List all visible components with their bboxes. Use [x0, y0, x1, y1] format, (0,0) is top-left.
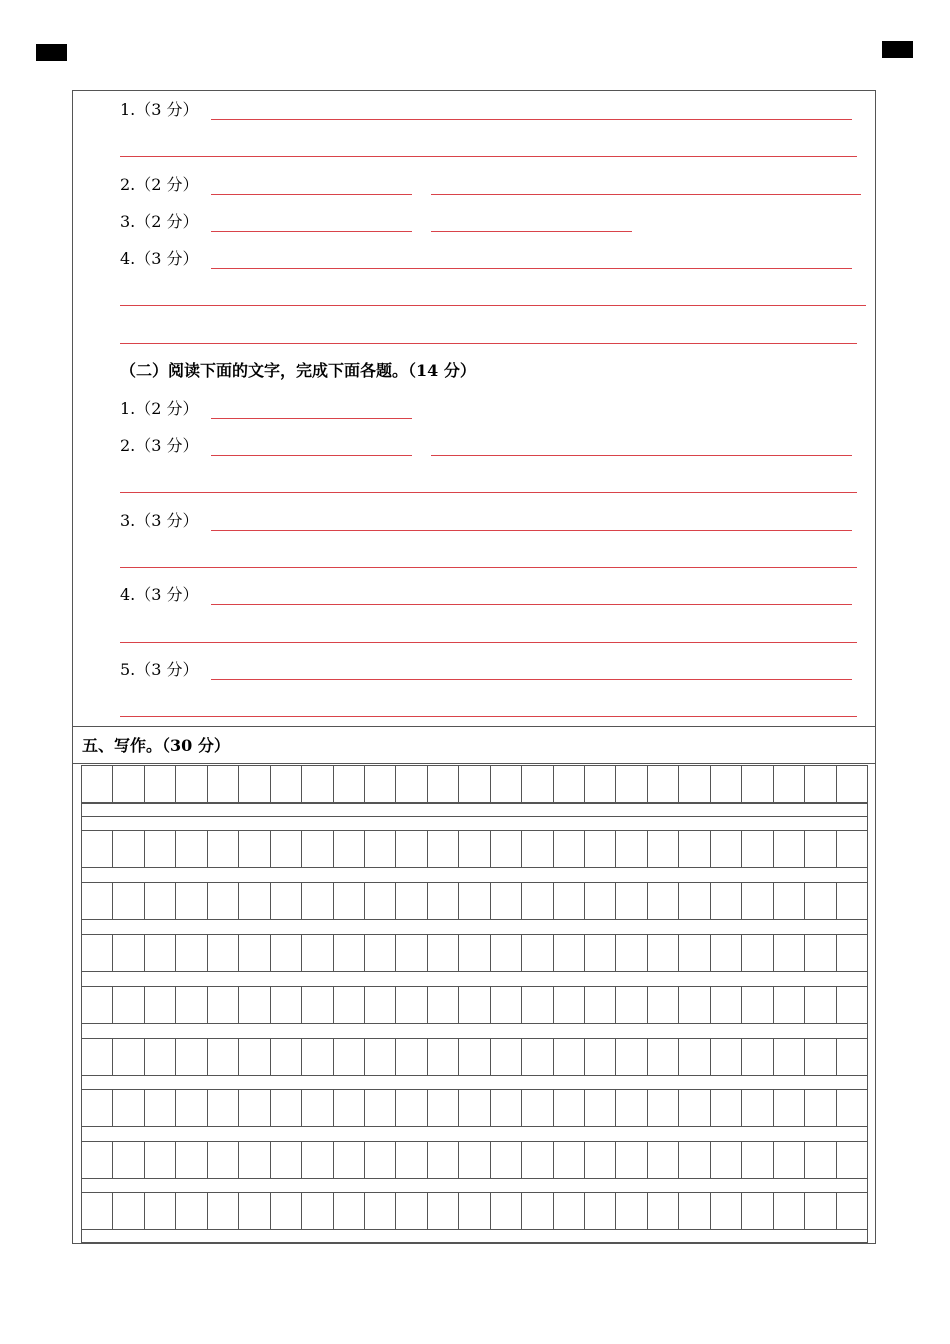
- grid-cell[interactable]: [522, 831, 553, 867]
- grid-cell[interactable]: [145, 1193, 176, 1229]
- grid-cell[interactable]: [774, 831, 805, 867]
- grid-cell[interactable]: [554, 766, 585, 802]
- grid-cell[interactable]: [396, 935, 427, 971]
- grid-cell[interactable]: [176, 883, 207, 919]
- grid-row[interactable]: [81, 882, 868, 920]
- grid-cell[interactable]: [711, 1039, 742, 1075]
- grid-cell[interactable]: [302, 1090, 333, 1126]
- grid-cell[interactable]: [82, 1193, 113, 1229]
- grid-row-spacer: [81, 1076, 868, 1089]
- grid-row-spacer: [81, 1230, 868, 1243]
- grid-rule: [81, 803, 868, 804]
- grid-cell[interactable]: [742, 1193, 773, 1229]
- grid-cell[interactable]: [208, 1039, 239, 1075]
- grid-row[interactable]: [81, 1038, 868, 1076]
- grid-cell[interactable]: [774, 987, 805, 1023]
- grid-cell[interactable]: [805, 831, 836, 867]
- grid-cell[interactable]: [82, 935, 113, 971]
- grid-cell[interactable]: [679, 935, 710, 971]
- grid-cell[interactable]: [334, 1090, 365, 1126]
- answer-line[interactable]: [120, 567, 857, 568]
- grid-cell[interactable]: [271, 1142, 302, 1178]
- grid-cell[interactable]: [742, 1039, 773, 1075]
- grid-cell[interactable]: [774, 883, 805, 919]
- grid-cell[interactable]: [302, 883, 333, 919]
- grid-cell[interactable]: [679, 1193, 710, 1229]
- grid-cell[interactable]: [365, 1039, 396, 1075]
- grid-cell[interactable]: [554, 1193, 585, 1229]
- grid-cell[interactable]: [837, 1142, 867, 1178]
- grid-cell[interactable]: [334, 1193, 365, 1229]
- grid-cell[interactable]: [271, 1039, 302, 1075]
- grid-cell[interactable]: [742, 1142, 773, 1178]
- question-3-label: 3.（3 分）: [120, 511, 199, 530]
- grid-cell[interactable]: [239, 1039, 270, 1075]
- grid-cell[interactable]: [491, 831, 522, 867]
- grid-cell[interactable]: [837, 935, 867, 971]
- grid-cell[interactable]: [648, 1142, 679, 1178]
- grid-cell[interactable]: [554, 831, 585, 867]
- grid-cell[interactable]: [491, 1090, 522, 1126]
- section-heading-reading-two: （二）阅读下面的文字，完成下面各题。（14 分）: [120, 361, 476, 380]
- answer-line[interactable]: [120, 156, 857, 157]
- grid-cell[interactable]: [837, 883, 867, 919]
- grid-cell[interactable]: [396, 1039, 427, 1075]
- grid-cell[interactable]: [176, 987, 207, 1023]
- grid-cell[interactable]: [428, 831, 459, 867]
- grid-cell[interactable]: [428, 883, 459, 919]
- grid-cell[interactable]: [145, 1090, 176, 1126]
- grid-cell[interactable]: [837, 1193, 867, 1229]
- grid-cell[interactable]: [774, 766, 805, 802]
- grid-cell[interactable]: [239, 1193, 270, 1229]
- grid-cell[interactable]: [113, 831, 144, 867]
- answer-line[interactable]: [211, 231, 412, 232]
- grid-cell[interactable]: [585, 831, 616, 867]
- grid-cell[interactable]: [271, 1193, 302, 1229]
- grid-cell[interactable]: [113, 1090, 144, 1126]
- grid-row[interactable]: [81, 1141, 868, 1179]
- question-2-label: 2.（3 分）: [120, 436, 199, 455]
- grid-row-spacer: [81, 972, 868, 986]
- question-1-label: 1.（3 分）: [120, 100, 199, 119]
- grid-cell[interactable]: [176, 935, 207, 971]
- grid-cell[interactable]: [271, 987, 302, 1023]
- grid-cell[interactable]: [711, 1142, 742, 1178]
- grid-cell[interactable]: [585, 1193, 616, 1229]
- grid-cell[interactable]: [176, 1090, 207, 1126]
- grid-cell[interactable]: [648, 1193, 679, 1229]
- answer-line[interactable]: [211, 679, 852, 680]
- grid-cell[interactable]: [805, 1142, 836, 1178]
- grid-cell[interactable]: [742, 766, 773, 802]
- grid-cell[interactable]: [82, 883, 113, 919]
- grid-cell[interactable]: [239, 1090, 270, 1126]
- grid-cell[interactable]: [491, 883, 522, 919]
- grid-cell[interactable]: [396, 1090, 427, 1126]
- answer-line[interactable]: [431, 194, 861, 195]
- grid-cell[interactable]: [648, 883, 679, 919]
- grid-cell[interactable]: [145, 766, 176, 802]
- grid-cell[interactable]: [554, 1142, 585, 1178]
- grid-cell[interactable]: [302, 935, 333, 971]
- grid-cell[interactable]: [271, 935, 302, 971]
- grid-cell[interactable]: [679, 831, 710, 867]
- grid-cell[interactable]: [679, 883, 710, 919]
- grid-cell[interactable]: [82, 766, 113, 802]
- grid-cell[interactable]: [365, 1193, 396, 1229]
- question-3-label: 3.（2 分）: [120, 212, 199, 231]
- grid-cell[interactable]: [491, 1193, 522, 1229]
- grid-cell[interactable]: [774, 1193, 805, 1229]
- grid-cell[interactable]: [113, 935, 144, 971]
- grid-cell[interactable]: [522, 1193, 553, 1229]
- grid-cell[interactable]: [774, 1090, 805, 1126]
- grid-cell[interactable]: [742, 831, 773, 867]
- grid-cell[interactable]: [522, 935, 553, 971]
- grid-cell[interactable]: [208, 831, 239, 867]
- grid-cell[interactable]: [145, 883, 176, 919]
- question-1-label: 1.（2 分）: [120, 399, 199, 418]
- grid-cell[interactable]: [711, 831, 742, 867]
- grid-cell[interactable]: [82, 1039, 113, 1075]
- answer-line[interactable]: [120, 642, 857, 643]
- grid-cell[interactable]: [616, 935, 647, 971]
- grid-cell[interactable]: [428, 935, 459, 971]
- grid-cell[interactable]: [334, 1142, 365, 1178]
- grid-cell[interactable]: [837, 1090, 867, 1126]
- grid-cell[interactable]: [365, 935, 396, 971]
- answer-line[interactable]: [211, 119, 852, 120]
- grid-cell[interactable]: [428, 987, 459, 1023]
- grid-cell[interactable]: [459, 935, 490, 971]
- grid-cell[interactable]: [585, 1039, 616, 1075]
- grid-cell[interactable]: [239, 935, 270, 971]
- grid-cell[interactable]: [585, 883, 616, 919]
- answer-line[interactable]: [211, 268, 852, 269]
- grid-cell[interactable]: [239, 831, 270, 867]
- grid-cell[interactable]: [396, 1193, 427, 1229]
- grid-cell[interactable]: [208, 935, 239, 971]
- grid-row-spacer: [81, 1179, 868, 1192]
- grid-cell[interactable]: [742, 935, 773, 971]
- grid-cell[interactable]: [145, 831, 176, 867]
- grid-cell[interactable]: [428, 766, 459, 802]
- grid-cell[interactable]: [271, 1090, 302, 1126]
- grid-cell[interactable]: [113, 1142, 144, 1178]
- grid-cell[interactable]: [459, 1090, 490, 1126]
- grid-cell[interactable]: [805, 766, 836, 802]
- grid-cell[interactable]: [239, 883, 270, 919]
- grid-cell[interactable]: [616, 1193, 647, 1229]
- grid-cell[interactable]: [208, 883, 239, 919]
- grid-cell[interactable]: [459, 766, 490, 802]
- grid-cell[interactable]: [616, 831, 647, 867]
- grid-cell[interactable]: [334, 987, 365, 1023]
- grid-cell[interactable]: [208, 1090, 239, 1126]
- grid-cell[interactable]: [365, 883, 396, 919]
- grid-row[interactable]: [81, 830, 868, 868]
- grid-cell[interactable]: [522, 766, 553, 802]
- grid-cell[interactable]: [428, 1090, 459, 1126]
- answer-line[interactable]: [211, 194, 412, 195]
- grid-cell[interactable]: [648, 987, 679, 1023]
- grid-cell[interactable]: [522, 883, 553, 919]
- grid-cell[interactable]: [711, 766, 742, 802]
- answer-line[interactable]: [431, 455, 852, 456]
- grid-cell[interactable]: [208, 1193, 239, 1229]
- grid-cell[interactable]: [616, 1142, 647, 1178]
- grid-cell[interactable]: [208, 766, 239, 802]
- grid-cell[interactable]: [837, 831, 867, 867]
- answer-line[interactable]: [120, 305, 866, 306]
- answer-line[interactable]: [211, 455, 412, 456]
- grid-cell[interactable]: [176, 831, 207, 867]
- grid-cell[interactable]: [459, 1142, 490, 1178]
- grid-cell[interactable]: [459, 1193, 490, 1229]
- grid-cell[interactable]: [365, 1090, 396, 1126]
- grid-cell[interactable]: [711, 1193, 742, 1229]
- grid-cell[interactable]: [774, 1142, 805, 1178]
- grid-row-spacer: [81, 920, 868, 934]
- grid-cell[interactable]: [271, 766, 302, 802]
- grid-row[interactable]: [81, 1192, 868, 1230]
- grid-row-spacer: [81, 1127, 868, 1141]
- grid-cell[interactable]: [616, 987, 647, 1023]
- grid-cell[interactable]: [774, 935, 805, 971]
- grid-cell[interactable]: [711, 1090, 742, 1126]
- grid-cell[interactable]: [396, 766, 427, 802]
- grid-rule: [81, 816, 868, 817]
- answer-line[interactable]: [211, 418, 412, 419]
- grid-cell[interactable]: [522, 1039, 553, 1075]
- grid-cell[interactable]: [208, 1142, 239, 1178]
- grid-cell[interactable]: [302, 1193, 333, 1229]
- grid-row[interactable]: [81, 1089, 868, 1127]
- grid-cell[interactable]: [428, 1039, 459, 1075]
- grid-cell[interactable]: [491, 1039, 522, 1075]
- answer-line[interactable]: [120, 343, 857, 344]
- grid-cell[interactable]: [805, 987, 836, 1023]
- grid-cell[interactable]: [365, 987, 396, 1023]
- grid-cell[interactable]: [648, 935, 679, 971]
- grid-cell[interactable]: [113, 1193, 144, 1229]
- question-4-label: 4.（3 分）: [120, 249, 199, 268]
- grid-cell[interactable]: [396, 831, 427, 867]
- grid-cell[interactable]: [302, 766, 333, 802]
- grid-cell[interactable]: [491, 935, 522, 971]
- grid-cell[interactable]: [522, 987, 553, 1023]
- grid-cell[interactable]: [522, 1090, 553, 1126]
- grid-cell[interactable]: [585, 1142, 616, 1178]
- grid-cell[interactable]: [239, 1142, 270, 1178]
- grid-cell[interactable]: [648, 766, 679, 802]
- grid-cell[interactable]: [176, 1039, 207, 1075]
- grid-cell[interactable]: [585, 935, 616, 971]
- grid-cell[interactable]: [365, 766, 396, 802]
- grid-cell[interactable]: [711, 883, 742, 919]
- grid-cell[interactable]: [837, 1039, 867, 1075]
- grid-cell[interactable]: [459, 831, 490, 867]
- grid-cell[interactable]: [82, 987, 113, 1023]
- answer-line[interactable]: [120, 492, 857, 493]
- section-heading-writing: 五、写作。（30 分）: [82, 736, 230, 755]
- grid-cell[interactable]: [113, 766, 144, 802]
- grid-cell[interactable]: [302, 1039, 333, 1075]
- grid-row-spacer: [81, 1024, 868, 1038]
- grid-cell[interactable]: [428, 1193, 459, 1229]
- grid-cell[interactable]: [113, 1039, 144, 1075]
- grid-cell[interactable]: [334, 1039, 365, 1075]
- grid-cell[interactable]: [616, 1090, 647, 1126]
- grid-cell[interactable]: [334, 935, 365, 971]
- grid-cell[interactable]: [554, 1090, 585, 1126]
- registration-marker-right: [882, 41, 913, 58]
- grid-cell[interactable]: [805, 883, 836, 919]
- grid-cell[interactable]: [616, 1039, 647, 1075]
- grid-cell[interactable]: [616, 883, 647, 919]
- grid-cell[interactable]: [145, 1142, 176, 1178]
- grid-row-spacer: [81, 868, 868, 882]
- grid-cell[interactable]: [805, 1090, 836, 1126]
- answer-line[interactable]: [211, 530, 852, 531]
- grid-cell[interactable]: [113, 883, 144, 919]
- grid-cell[interactable]: [176, 1142, 207, 1178]
- grid-cell[interactable]: [302, 987, 333, 1023]
- grid-cell[interactable]: [742, 883, 773, 919]
- grid-cell[interactable]: [837, 987, 867, 1023]
- grid-cell[interactable]: [554, 1039, 585, 1075]
- grid-cell[interactable]: [491, 1142, 522, 1178]
- grid-cell[interactable]: [679, 1039, 710, 1075]
- grid-cell[interactable]: [145, 935, 176, 971]
- question-4-label: 4.（3 分）: [120, 585, 199, 604]
- grid-cell[interactable]: [554, 987, 585, 1023]
- answer-line[interactable]: [431, 231, 632, 232]
- registration-marker-left: [36, 44, 67, 61]
- grid-cell[interactable]: [554, 935, 585, 971]
- section-divider: [72, 763, 876, 764]
- grid-cell[interactable]: [208, 987, 239, 1023]
- grid-cell[interactable]: [396, 987, 427, 1023]
- grid-cell[interactable]: [82, 1142, 113, 1178]
- grid-cell[interactable]: [365, 831, 396, 867]
- grid-cell[interactable]: [334, 831, 365, 867]
- grid-cell[interactable]: [82, 831, 113, 867]
- question-5-label: 5.（3 分）: [120, 660, 199, 679]
- grid-cell[interactable]: [742, 987, 773, 1023]
- grid-cell[interactable]: [365, 1142, 396, 1178]
- grid-cell[interactable]: [742, 1090, 773, 1126]
- grid-row[interactable]: [81, 765, 868, 803]
- grid-cell[interactable]: [648, 1039, 679, 1075]
- grid-cell[interactable]: [679, 1142, 710, 1178]
- grid-cell[interactable]: [805, 935, 836, 971]
- grid-cell[interactable]: [805, 1039, 836, 1075]
- grid-cell[interactable]: [145, 987, 176, 1023]
- grid-cell[interactable]: [176, 766, 207, 802]
- grid-cell[interactable]: [554, 883, 585, 919]
- grid-cell[interactable]: [648, 831, 679, 867]
- grid-row[interactable]: [81, 986, 868, 1024]
- answer-line[interactable]: [211, 604, 852, 605]
- grid-cell[interactable]: [585, 1090, 616, 1126]
- answer-line[interactable]: [120, 716, 857, 717]
- grid-cell[interactable]: [239, 987, 270, 1023]
- grid-cell[interactable]: [396, 1142, 427, 1178]
- grid-cell[interactable]: [302, 1142, 333, 1178]
- grid-cell[interactable]: [837, 766, 867, 802]
- grid-cell[interactable]: [491, 987, 522, 1023]
- grid-cell[interactable]: [805, 1193, 836, 1229]
- grid-cell[interactable]: [271, 831, 302, 867]
- section-divider: [72, 726, 876, 727]
- grid-cell[interactable]: [679, 1090, 710, 1126]
- grid-cell[interactable]: [585, 987, 616, 1023]
- grid-cell[interactable]: [459, 1039, 490, 1075]
- grid-cell[interactable]: [679, 987, 710, 1023]
- grid-cell[interactable]: [176, 1193, 207, 1229]
- grid-cell[interactable]: [239, 766, 270, 802]
- grid-cell[interactable]: [459, 883, 490, 919]
- question-2-label: 2.（2 分）: [120, 175, 199, 194]
- grid-cell[interactable]: [711, 987, 742, 1023]
- grid-cell[interactable]: [113, 987, 144, 1023]
- grid-cell[interactable]: [82, 1090, 113, 1126]
- grid-cell[interactable]: [679, 766, 710, 802]
- grid-row[interactable]: [81, 934, 868, 972]
- grid-cell[interactable]: [616, 766, 647, 802]
- grid-cell[interactable]: [522, 1142, 553, 1178]
- grid-cell[interactable]: [302, 831, 333, 867]
- grid-cell[interactable]: [459, 987, 490, 1023]
- grid-cell[interactable]: [648, 1090, 679, 1126]
- grid-cell[interactable]: [428, 1142, 459, 1178]
- grid-cell[interactable]: [585, 766, 616, 802]
- grid-cell[interactable]: [334, 766, 365, 802]
- grid-cell[interactable]: [271, 883, 302, 919]
- grid-cell[interactable]: [491, 766, 522, 802]
- grid-cell[interactable]: [774, 1039, 805, 1075]
- grid-cell[interactable]: [334, 883, 365, 919]
- grid-cell[interactable]: [711, 935, 742, 971]
- grid-cell[interactable]: [145, 1039, 176, 1075]
- grid-cell[interactable]: [396, 883, 427, 919]
